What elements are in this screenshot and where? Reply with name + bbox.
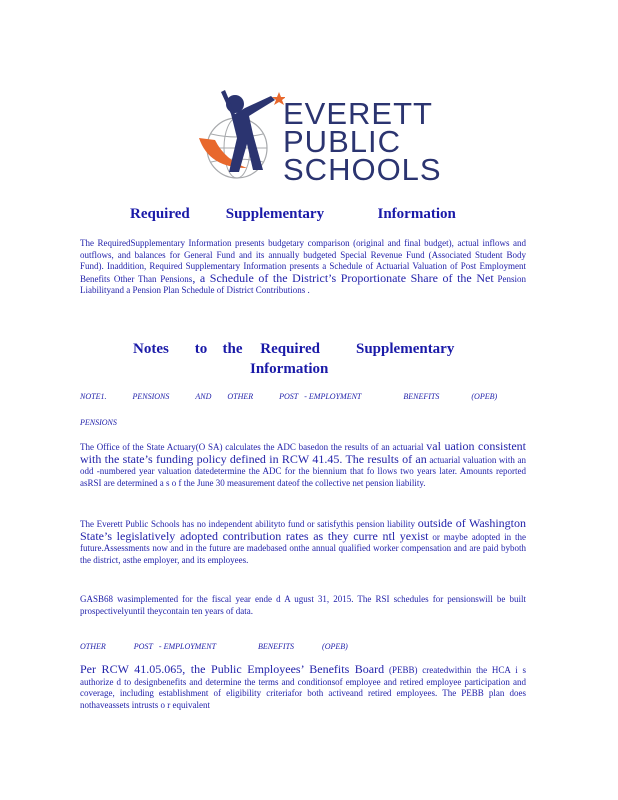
heading-word: Required — [260, 341, 320, 357]
heading-word: Information — [377, 206, 456, 222]
label-word: PENSIONS — [132, 392, 170, 401]
label-word: OTHER — [227, 392, 254, 401]
opeb-label — [80, 642, 372, 651]
heading-word: Required — [130, 206, 190, 222]
label-word: POST — [133, 642, 153, 651]
logo-wordmark — [283, 96, 442, 187]
runner-globe-icon — [195, 82, 285, 182]
paragraph-text: The Everett Public Schools has no independent abilityto fund or satisfythis pension liability — [80, 519, 416, 529]
label-word: AND — [195, 392, 212, 401]
label-word: (OPEB) — [322, 642, 348, 651]
logo-line-3: SCHOOLS — [283, 152, 442, 187]
notes-heading-line-2: Information — [250, 361, 329, 377]
heading-word: Notes — [133, 341, 169, 357]
heading-word: Supplementary — [356, 341, 455, 357]
label-word: OTHER — [80, 642, 106, 651]
opeb-paragraph — [80, 664, 526, 711]
heading-word: the — [222, 341, 243, 357]
label-word: - EMPLOYMENT — [304, 392, 362, 401]
rsi-intro-text-tail: Pension Liabilityand a Pension Plan Schedule of District Contributions . — [80, 273, 527, 296]
label-word: NOTE1. — [80, 392, 107, 401]
label-word: (OPEB) — [471, 392, 498, 401]
label-word: BENEFITS — [403, 392, 440, 401]
heading-word: to — [194, 341, 208, 357]
pensions-paragraph-1 — [80, 441, 526, 489]
pensions-paragraph-3: GASB68 wasimplemented for the fiscal year ende d A ugust 31, 2015. The RSI schedules for pensionswill be built prospectivelyuntil theycontain ten years of data. — [80, 594, 526, 616]
note1-label — [80, 392, 521, 401]
paragraph-text: The Office of the State Actuary(O SA) calculates the ADC basedon the results of an actuarial — [80, 442, 424, 452]
paragraph-text-large: Per RCW 41.05.065, the Public Employees’ Benefits Board — [80, 662, 385, 676]
rsi-intro-text: The RequiredSupplementary Information presents budgetary comparison (original and final budget), actual inflows and outflows, and balances for General Fund and its annually budgeted Special Revenue Fund (Associated Student Body Fund). Inaddition, Required Supplementary Information presents a Schedule of Actuarial Valuation of Post Employment Benefits Other Than Pensions — [80, 238, 526, 284]
paragraph-text: or maybe adopted in the future.Assessments now and in the future are madebased onthe annual qualified worker compensation and are paid byboth the district, asthe employer, and its employees. — [80, 531, 526, 565]
logo-line-2: PUBLIC — [283, 124, 401, 159]
notes-heading-line-1 — [133, 341, 454, 358]
paragraph-text-large: outside of Washington State’s legislatively adopted contribution rates as they curre ntl yexist — [80, 516, 527, 543]
rsi-intro-paragraph — [80, 238, 526, 297]
rsi-heading — [130, 206, 456, 223]
paragraph-text-large: val uation consistent with the state’s funding policy defined in RCW 41.45. The results of an — [80, 439, 526, 466]
label-word: BENEFITS — [258, 642, 295, 651]
label-word: POST — [279, 392, 299, 401]
rsi-intro-text-end: , a Schedule of the District’s Proportionate Share of the Net — [192, 270, 494, 285]
pensions-paragraph-2 — [80, 518, 526, 566]
paragraph-text: (PEBB) createdwithin the HCA i s authorize d to designbenefits and determine the terms and conditionsof employee and retired employee participation and coverage, including establishment of eligibility criteriafor both activeand retired employees. The PEBB plan does nothaveassets intrusts o r equivalent — [80, 665, 527, 710]
heading-word: Supplementary — [225, 206, 325, 222]
logo-line-1: EVERETT — [283, 96, 433, 131]
pensions-label: PENSIONS — [80, 418, 117, 427]
label-word: - EMPLOYMENT — [158, 642, 217, 651]
paragraph-text: actuarial valuation with an odd -numbered year valuation datedetermine the ADC for the biennium that fo llows two years later. Amounts reported asRSI are determined a s o f the June 30 measurement dateof the collective net pension liability. — [80, 454, 526, 488]
